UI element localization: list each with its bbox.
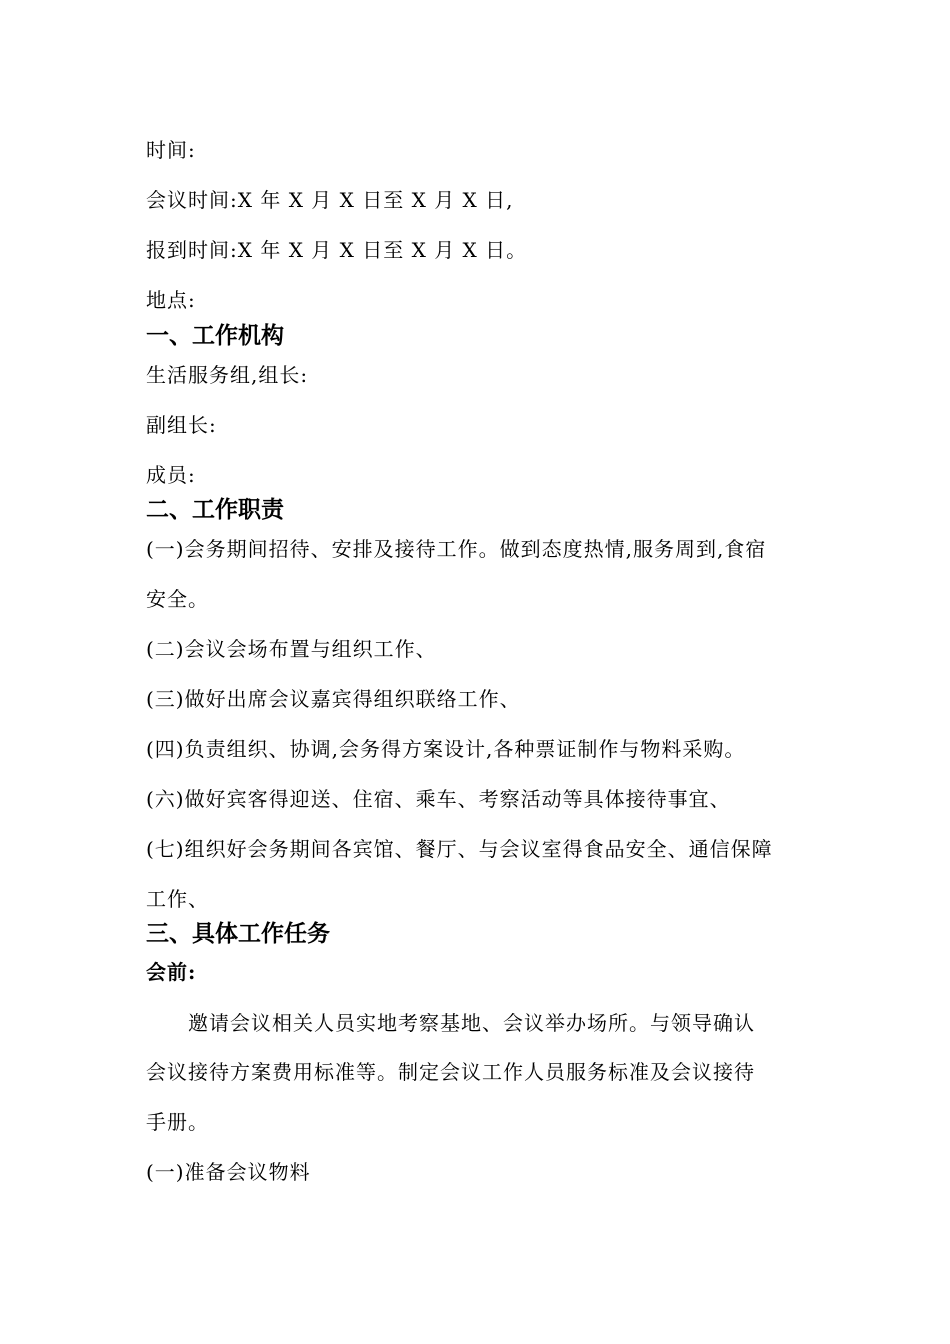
section3-title: 三、具体工作任务 [146,921,330,947]
duty-item-6: (六)做好宾客得迎送、住宿、乘车、考察活动等具体接待事宜、 [146,787,731,811]
task-item-1: (一)准备会议物料 [146,1160,311,1184]
members: 成员: [146,463,196,487]
pre-meeting-para-line-2: 会议接待方案费用标准等。制定会议工作人员服务标准及会议接待 [146,1060,755,1084]
location-label: 地点: [146,288,196,312]
duty-item-7-line-2: 工作、 [146,887,209,911]
duty-item-2: (二)会议会场布置与组织工作、 [146,637,437,661]
section2-title: 二、工作职责 [146,497,284,523]
duty-item-1-line-1: (一)会务期间招待、安排及接待工作。做到态度热情,服务周到,食宿 [146,537,767,561]
section1-title: 一、工作机构 [146,323,284,349]
meeting-time: 会议时间:X 年 X 月 X 日至 X 月 X 日, [146,188,514,212]
duty-item-7-line-1: (七)组织好会务期间各宾馆、餐厅、与会议室得食品安全、通信保障 [146,837,773,861]
pre-meeting-label: 会前: [146,960,197,984]
time-label: 时间: [146,138,196,162]
duty-item-3: (三)做好出席会议嘉宾得组织联络工作、 [146,687,521,711]
group-leader: 生活服务组,组长: [146,363,309,387]
deputy-leader: 副组长: [146,413,217,437]
pre-meeting-para-line-3: 手册。 [146,1110,209,1134]
duty-item-4: (四)负责组织、协调,会务得方案设计,各种票证制作与物料采购。 [146,737,746,761]
checkin-time: 报到时间:X 年 X 月 X 日至 X 月 X 日。 [146,238,528,262]
duty-item-1-line-2: 安全。 [146,587,209,611]
pre-meeting-para-line-1: 邀请会议相关人员实地考察基地、会议举办场所。与领导确认 [188,1011,755,1035]
